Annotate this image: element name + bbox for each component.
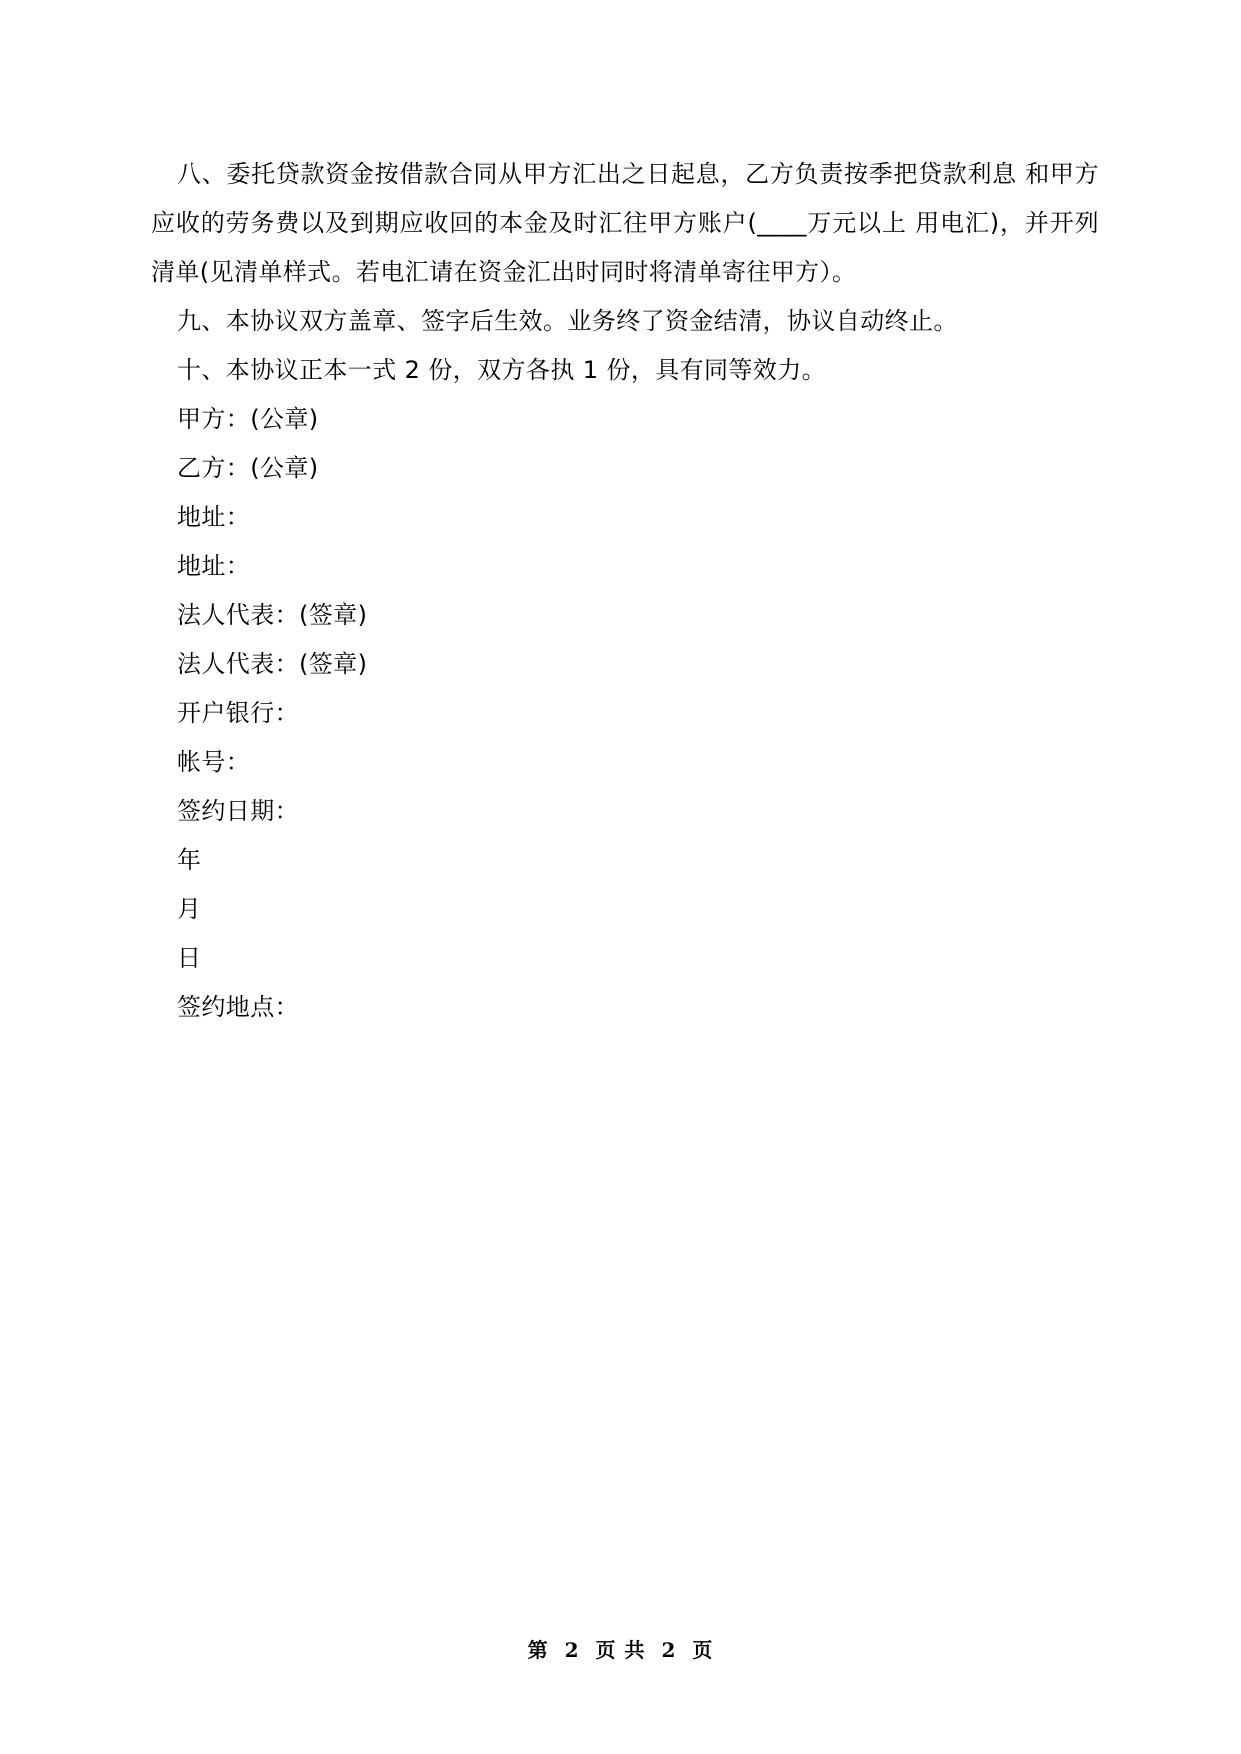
legal-rep-b-label: 法人代表：(签章)	[177, 650, 368, 678]
party-b-seal-label: 乙方：(公章)	[177, 454, 319, 482]
address-b-label: 地址：	[177, 552, 251, 580]
sign-place-label: 签约地点：	[177, 993, 299, 1021]
sign-date-label: 签约日期：	[177, 797, 299, 825]
month-label: 月	[177, 895, 202, 923]
document-body	[151, 150, 1099, 1032]
total-page-number: 2	[661, 1638, 677, 1662]
address-a-label: 地址：	[177, 503, 251, 531]
legal-rep-a-label: 法人代表：(签章)	[177, 601, 368, 629]
party-a-seal-label: 甲方：(公章)	[177, 405, 319, 433]
footer-suffix: 页	[692, 1638, 714, 1662]
clause-9: 九、本协议双方盖章、签字后生效。业务终了资金结清，协议自动终止。	[177, 307, 958, 335]
year-label: 年	[177, 846, 202, 874]
current-page-number: 2	[564, 1638, 580, 1662]
account-label: 帐号：	[177, 748, 251, 776]
footer-middle: 页 共	[595, 1638, 646, 1662]
clause-10: 十、本协议正本一式 2 份，双方各执 1 份，具有同等效力。	[177, 356, 827, 384]
page-footer	[0, 1634, 1241, 1663]
bank-label: 开户银行：	[177, 699, 299, 727]
day-label: 日	[177, 944, 202, 972]
footer-prefix: 第	[527, 1638, 549, 1662]
clause-8: 八、委托贷款资金按借款合同从甲方汇出之日起息，乙方负责按季把贷款利息 和甲方应收的劳务费以及到期应收回的本金及时汇往甲方账户(____万元以上 用电汇)，并开列清单(见清单样式。若电汇请在资金汇出时同时将清单寄往甲方）。	[151, 160, 1099, 286]
